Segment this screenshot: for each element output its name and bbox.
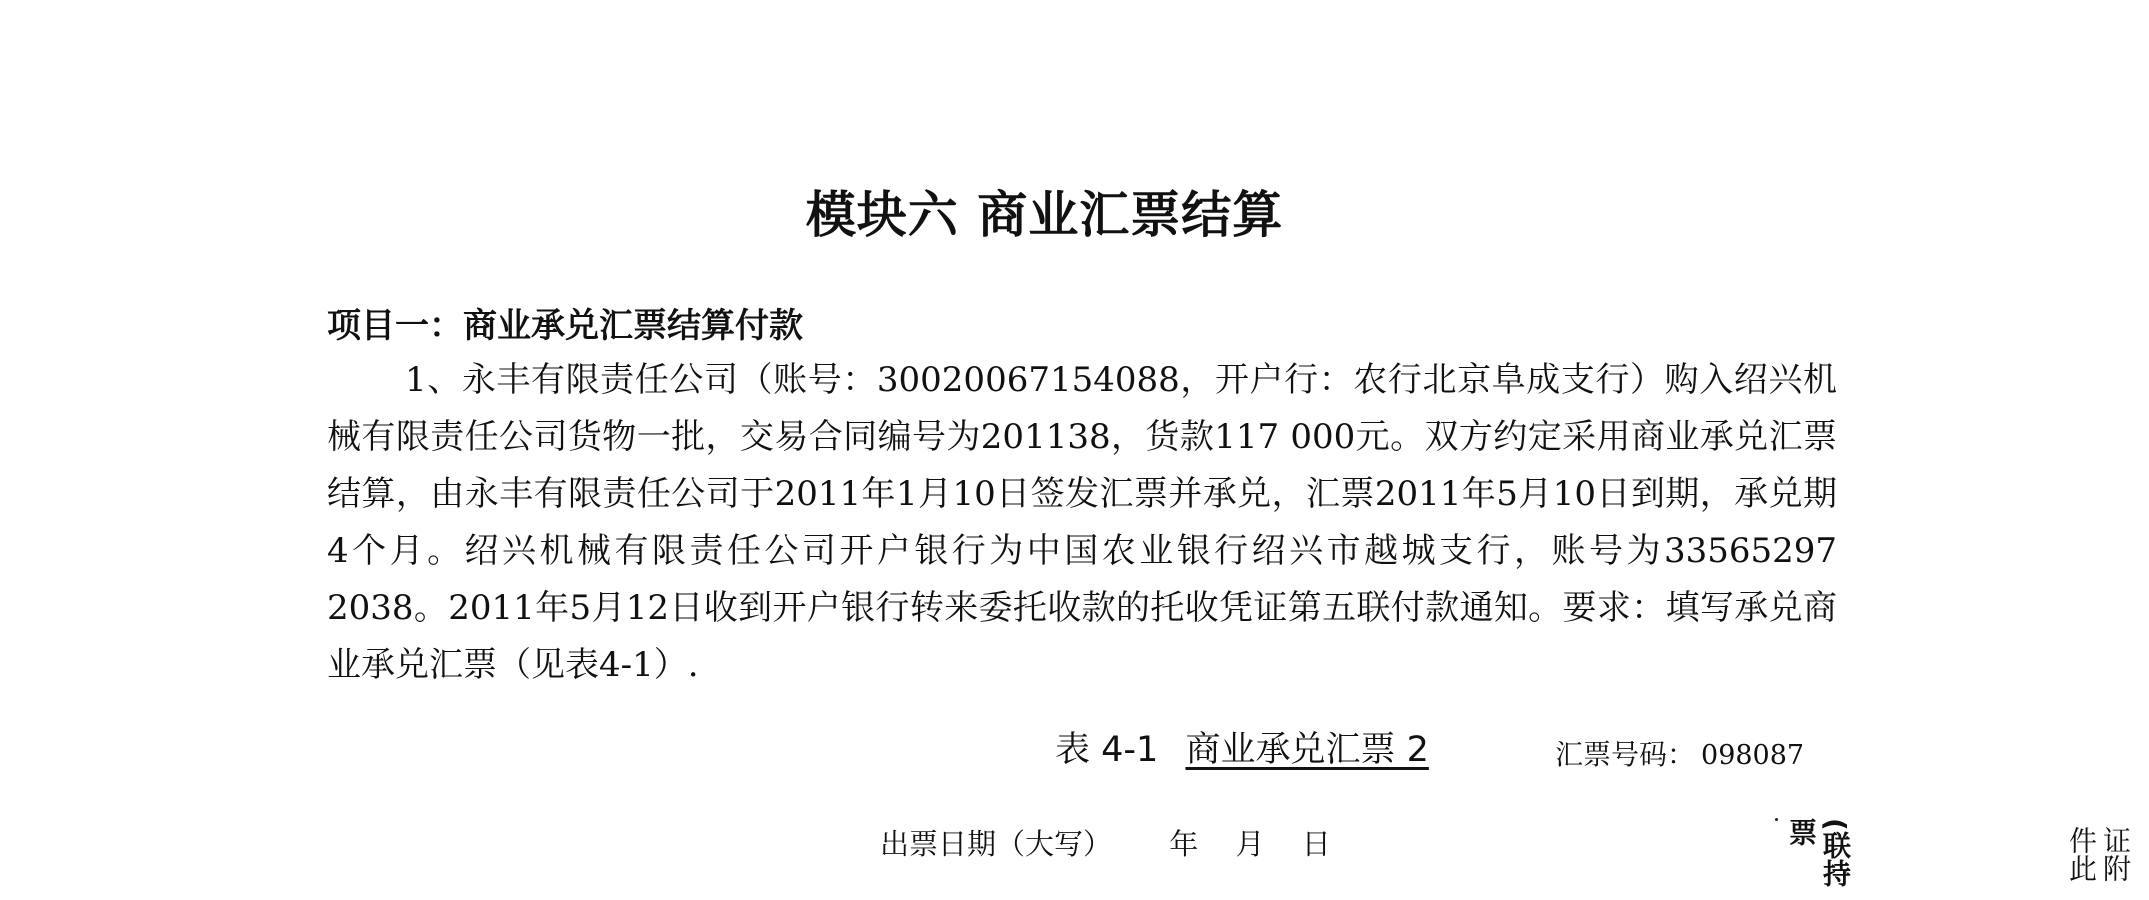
bill-number-value: 098087 <box>1701 740 1805 771</box>
table-caption <box>1055 722 1429 772</box>
dot-mark <box>1775 818 1778 821</box>
issue-date-year: 年 <box>1169 827 1199 861</box>
issue-date-month: 月 <box>1235 827 1265 861</box>
table-caption-title: 商业承兑汇票 2 <box>1185 730 1429 770</box>
exercise-paragraph: 1、永丰有限责任公司（账号：30020067154088，开户行：农行北京阜成支行）购入绍兴机械有限责任公司货物一批，交易合同编号为201138，货款117 000元。双方约定采用商业承兑汇票结算，由永丰有限责任公司于2011年1月10日签发汇票并承兑，汇票2011年5月10日到期，承兑期4个月。绍兴机械有限责任公司开户银行为中国农业银行绍兴市越城支行，账号为33565297 2038。2011年5月12日收到开户银行转来委托收款的托收凭证第五联付款通知。要求：填写承兑商业承兑汇票（见表4-1）. <box>327 360 1837 685</box>
bill-number <box>1555 733 1804 773</box>
bill-number-label: 汇票号码： <box>1555 738 1696 771</box>
issue-date-label: 出票日期（大写） <box>880 827 1113 861</box>
vertical-side-label: 证附件此 <box>2065 826 2132 882</box>
vertical-copy-label: (联持票 <box>1785 818 1852 887</box>
document-title: 模块六 商业汇票结算 <box>805 186 1284 244</box>
issue-date-row <box>880 822 1331 863</box>
section-heading: 项目一：商业承兑汇票结算付款 <box>327 306 803 346</box>
table-caption-number: 表 4-1 <box>1055 730 1159 770</box>
issue-date-day: 日 <box>1301 827 1331 861</box>
